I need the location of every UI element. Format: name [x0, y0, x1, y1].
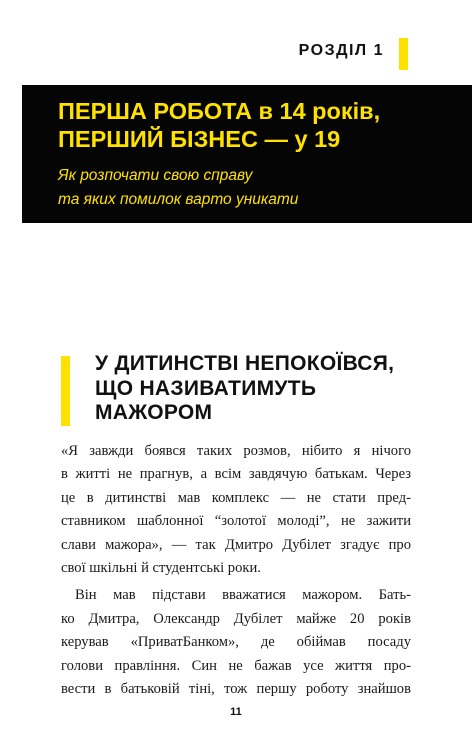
chapter-subtitle-line: Як розпочати свою справу — [58, 167, 253, 184]
paragraph — [61, 584, 411, 701]
text-line: слави мажора», — так Дмитро Дубілет згадує про — [61, 536, 411, 553]
chapter-label: РОЗДІЛ 1 — [298, 42, 384, 59]
chapter-subtitle — [58, 164, 298, 212]
chapter-title-line: ПЕРШИЙ БІЗНЕС — у 19 — [58, 126, 341, 152]
chapter-subtitle-line: та яких помилок варто уникати — [58, 191, 299, 208]
section-heading-line: ЩО НАЗИВАТИМУТЬ — [95, 376, 317, 400]
text-line: вести в батьковій тіні, тож першу роботу знайшов — [61, 680, 411, 697]
text-line: свої шкільні й студентські роки. — [61, 559, 261, 576]
section-heading — [95, 352, 394, 426]
text-line: ко Дмитра, Олександр Дубілет майже 20 років — [61, 610, 411, 627]
text-line: голови правління. Син не бажав усе життя про- — [61, 657, 411, 674]
body-text — [61, 440, 411, 701]
page-number: 11 — [230, 706, 242, 718]
text-line: ставником шаблонної “золотої молоді”, не зажити — [61, 513, 411, 530]
text-line: «Я завжди боявся таких розмов, нібито я нічого — [61, 443, 411, 459]
chapter-accent-bar — [399, 38, 408, 70]
chapter-title-line: ПЕРША РОБОТА в 14 років, — [58, 98, 381, 124]
chapter-title-block — [22, 85, 472, 223]
text-line: Він мав підстави вважатися мажором. Бать- — [75, 587, 411, 604]
chapter-title — [58, 97, 380, 153]
text-line: це в дитинстві мав комплекс — не стати пред- — [61, 489, 411, 506]
section-heading-line: МАЖОРОМ — [95, 401, 213, 424]
text-line: керував «ПриватБанком», де обіймав посаду — [61, 634, 411, 651]
section-accent-bar — [61, 356, 70, 426]
text-line: в житті не прагнув, а всім завдячую батькам. Через — [61, 466, 411, 483]
section-heading-line: У ДИТИНСТВІ НЕПОКОЇВСЯ, — [95, 352, 395, 375]
paragraph — [61, 440, 411, 580]
